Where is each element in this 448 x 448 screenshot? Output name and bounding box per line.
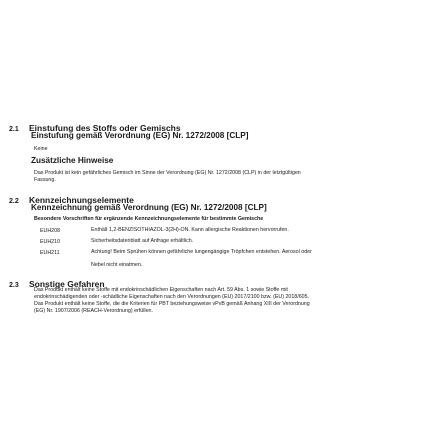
section-number: 2.3 [9, 282, 19, 289]
other-hazards-line: endokrinschädigenden oder -schädliche Eigenschaften nach den Verordnungen (EU) 2017/2100 bzw. (EU) 2018/605. [34, 294, 310, 300]
section-number: 2.1 [9, 126, 19, 133]
additional-notes-line: Fassung. [34, 177, 56, 183]
section-title: Kennzeichnungselemente [29, 195, 134, 205]
additional-notes-line: Das Produkt ist kein gefährliches Gemisch im Sinne der Verordnung (EG) Nr. 1272/2008 (CLP) in der letztgültigen [34, 170, 301, 176]
euh-code: EUH208 [40, 228, 61, 234]
euh-statement-continued: Nebel nicht einatmen. [91, 262, 143, 268]
clp-classification-subtitle: Einstufung gemäß Verordnung (EG) Nr. 1272/2008 [CLP] [31, 131, 249, 140]
euh-statement: Achtung! Beim Sprühen können gefährliche lungengängige Tröpfchen entstehen. Aerosol oder [91, 249, 312, 255]
other-hazards-line: Das Produkt enthält keine Stoffe, die die Kriterien für PBT beziehungsweise vPvB gemäß Anhang XIII der Verordnung [34, 301, 310, 307]
clp-labelling-subtitle: Kennzeichnung gemäß Verordnung (EG) Nr. 1272/2008 [CLP] [31, 203, 267, 212]
euh-code: EUH211 [40, 250, 60, 256]
euh-statement: Sicherheitsdatenblatt auf Anfrage erhältlich. [91, 238, 194, 244]
other-hazards-line: Das Produkt enthält keine Stoffe mit endokrinschädlichen Eigenschaften nach Art. 59 Abs. 1 sowie Stoffe mit [34, 287, 288, 293]
section-title: Einstufung des Stoffs oder Gemischs [29, 123, 181, 133]
special-provisions-heading: Besondere Vorschriften für ergänzende Kennzeichnungselemente für bestimmte Gemische [34, 216, 264, 222]
section-title: Sonstige Gefahren [29, 279, 105, 289]
additional-notes-title: Zusätzliche Hinweise [31, 156, 114, 165]
section-number: 2.2 [9, 198, 19, 205]
classification-value: Keine [34, 146, 48, 152]
other-hazards-line: (EG) Nr. 1907/2006 (REACH-Verordnung) erfüllen. [34, 308, 153, 314]
euh-code: EUH210 [40, 239, 61, 245]
euh-statement: Enthält 1,2-BENZISOTHIAZOL-3(2H)-ON. Kann allergische Reaktionen hervorrufen. [91, 227, 289, 233]
